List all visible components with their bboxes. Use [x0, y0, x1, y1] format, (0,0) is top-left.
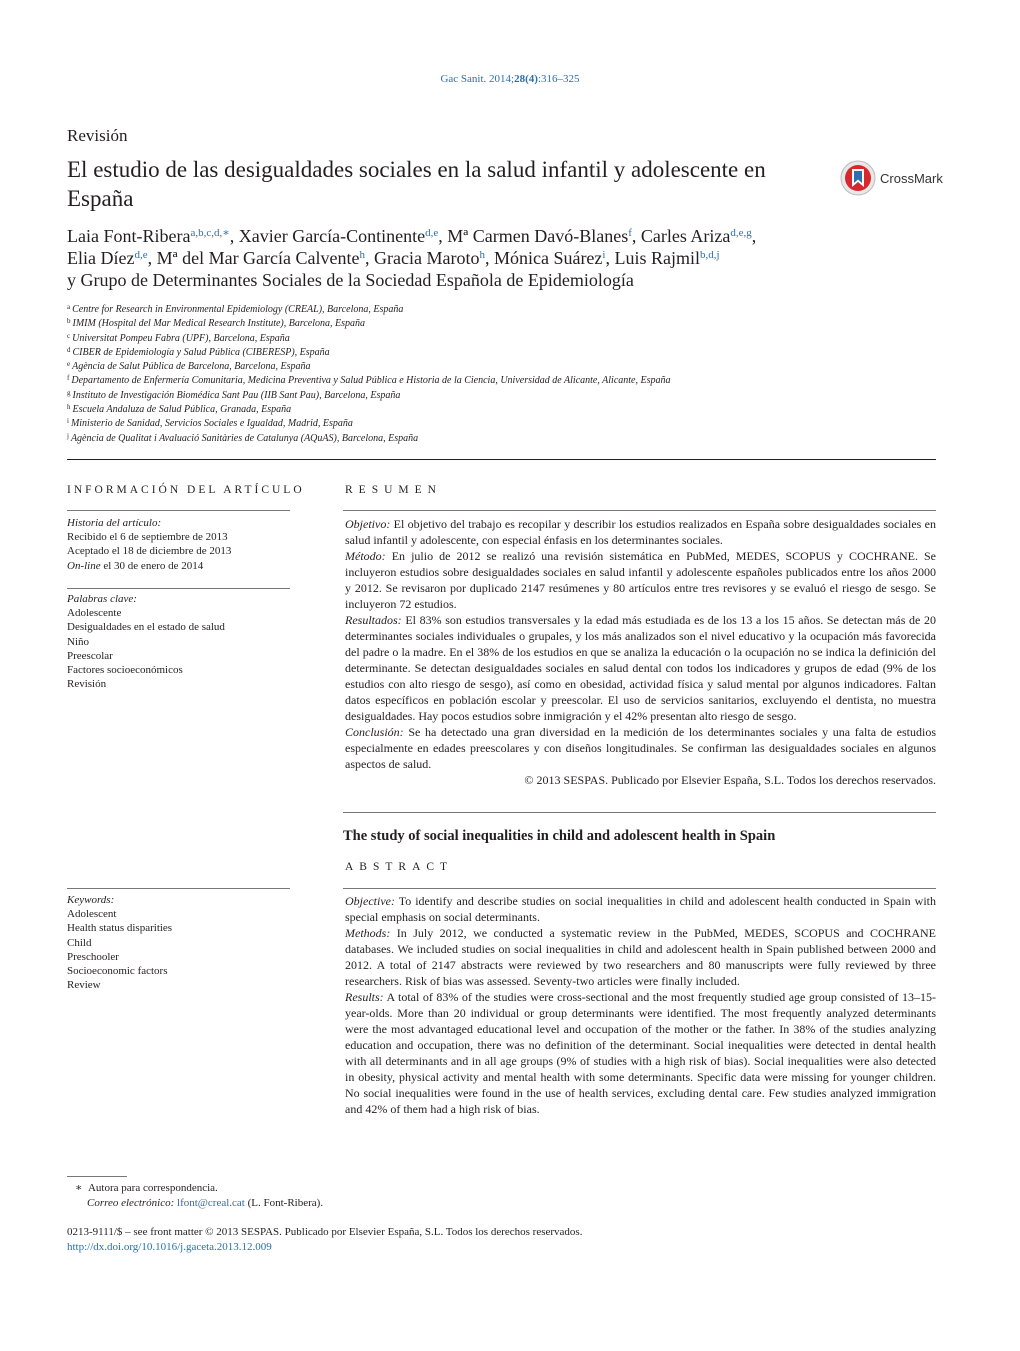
doi-link[interactable]: http://dx.doi.org/10.1016/j.gaceta.2013.12.009: [67, 1241, 272, 1253]
issn-line: 0213-9111/$ – see front matter © 2013 SESPAS. Publicado por Elsevier España, S.L. Todos los derechos reservados.: [67, 1226, 583, 1238]
article-history: [67, 516, 231, 573]
keyword: Niño: [67, 635, 89, 648]
divider: [343, 510, 936, 511]
affiliation: $^j$ Agència de Qualitat i Avaluació Sanitàries de Catalunya (AQuAS), Barcelona, España: [67, 431, 419, 444]
affiliation: $^e$ Agència de Salut Pública de Barcelona, Barcelona, España: [67, 360, 311, 373]
author: Mónica Suárez$^i$,: [493, 248, 615, 268]
abstract-results: Results: A total of 83% of the studies were cross-sectional and the most frequently studied age group consisted of 13–15-year-olds. More than 20 individual or group determinants were identified. The most frequently analyzed determinants were the most advantaged educational level and occupation of the mother or the father. In 38% of the studies analyzing education and occupation, there was no definition of the determinant. Social inequalities were detected in dental health with all determinants and in all age groups (9% of studies with a high risk of bias). Social inequalities were also detected in obesity, physical activity and mental health with some determinants. Specific data were missing for younger children. No social inequalities were found in the use of health services, excluding dental care. Few studies analyzed immigration and 42% of them had a high risk of bias.: [345, 990, 936, 1116]
author: Carles Ariza$^{d,e,g}$,: [640, 226, 757, 246]
divider: [343, 888, 936, 889]
crossmark-badge[interactable]: [840, 160, 943, 196]
keyword: Adolescente: [67, 607, 122, 620]
group-author: y Grupo de Determinantes Sociales de la Sociedad Española de Epidemiología: [67, 270, 634, 290]
article-title: El estudio de las desigualdades sociales en la salud infantil y adolescente en España: [67, 157, 766, 211]
affiliation-list: [67, 303, 671, 446]
received-date: Recibido el 6 de septiembre de 2013: [67, 531, 228, 544]
author: Gracia Maroto$^h$,: [374, 248, 494, 268]
divider: [343, 812, 936, 813]
resumen-body: [345, 516, 936, 788]
resumen-heading: RESUMEN: [345, 484, 442, 496]
affiliation: $^d$ CIBER de Epidemiología y Salud Pública (CIBERESP), España: [67, 345, 330, 358]
correspondence-footnote: [67, 1181, 323, 1211]
journal-reference[interactable]: Gac Sanit. 2014;28(4):316–325: [440, 73, 580, 85]
author: Mª del Mar García Calvente$^h$,: [156, 248, 374, 268]
copyright: © 2013 SESPAS. Publicado por Elsevier España, S.L. Todos los derechos reservados.: [524, 773, 936, 787]
keywords-en-label: Keywords:: [67, 894, 115, 906]
keyword: Health status disparities: [67, 922, 173, 935]
affiliation: $^g$ Instituto de Investigación Biomédica Sant Pau (IIB Sant Pau), Barcelona, España: [67, 388, 401, 401]
author: Elia Díez$^{d,e}$,: [67, 248, 157, 268]
affiliation: $^h$ Escuela Andaluza de Salud Pública, Granada, España: [67, 403, 292, 416]
keyword: Adolescent: [67, 908, 117, 921]
resumen-conclusion: Conclusión: Se ha detectado una gran diversidad en la medición de los determinantes sociales y una falta de estudios especialmente en edades preescolares y con diseños longitudinales. Se confirman las desigualdades sociales en algunos aspectos de salud.: [345, 725, 937, 771]
abstract-objective: Objective: To identify and describe studies on social inequalities in child and adolescent health conducted in Spain with special emphasis on social determinants.: [345, 894, 936, 924]
online-date: On-line el 30 de enero de 2014: [67, 559, 204, 572]
keyword: Preescolar: [67, 649, 113, 662]
header-divider: [67, 459, 936, 460]
crossmark-label: CrossMark: [880, 170, 943, 186]
accepted-date: Aceptado el 18 de diciembre de 2013: [67, 545, 232, 558]
resumen-resultados: Resultados: El 83% son estudios transversales y la edad más estudiada es de los 13 a los 15 años. Se detectan más de 20 determinantes sociales individuales o grupales, y los más analizados son el nivel educativo y la ocupación más favorecida del padre o la madre. En el 38% de los estudios en que se analiza la educación o la ocupación no se indica la definición del determinante. Se detectan desigualdades sociales en salud dental con todos los indicadores y grupos de edad (9% de los estudios con alto riesgo de sesgo), así como en obesidad, actividad física y salud mental por algunos indicadores. Faltan datos específicos en población escolar y preescolar. El uso de servicios sanitarios, excluyendo el dentista, no muestra desigualdades. Hay pocos estudios sobre inmigración y el 42% presentan alto riesgo de sesgo.: [345, 613, 937, 723]
correspondence-line: ∗ Autora para correspondencia.: [75, 1182, 218, 1194]
keywords-es-label: Palabras clave:: [67, 593, 137, 605]
keywords-en: [67, 893, 172, 992]
author: Xavier García-Continente$^{d,e}$,: [238, 226, 448, 246]
abstract-body: [345, 893, 936, 1117]
resumen-metodo: Método: En julio de 2012 se realizó una revisión sistemática en PubMed, MEDES, SCOPUS y COCHRANE. Se incluyeron estudios sobre desigualdades sociales en salud infantil y adolescente españoles publicados entre los años 2000 y 2012. Se revisaron por duplicado 2147 resúmenes y 80 artículos entre tres revisores y se evaluó el riesgo de sesgo. Se incluyeron 72 estudios.: [345, 549, 936, 611]
affiliation: $^f$ Departamento de Enfermería Comunitaria, Medicina Preventiva y Salud Pública e Historia de la Ciencia, Universidad de Alicante, Alicante, España: [67, 374, 671, 387]
author-list: [67, 225, 947, 291]
keyword: Socioeconomic factors: [67, 965, 168, 978]
abstract-methods: Methods: In July 2012, we conducted a systematic review in the PubMed, MEDES, SCOPUS and COCHRANE databases. We included studies on social inequalities in child and adolescent health in Spain published between 2000 and 2012. A total of 2147 abstracts were reviewed by two researchers and 80 manuscripts were fully reviewed by three researchers. Risk of bias was assessed. Seventy-two articles were finally included.: [345, 926, 936, 988]
author: Mª Carmen Davó-Blanes$^f$,: [447, 226, 641, 246]
affiliation: $^c$ Universitat Pompeu Fabra (UPF), Barcelona, España: [67, 331, 290, 344]
keyword: Review: [67, 979, 101, 992]
article-info-heading: INFORMACIÓN DEL ARTÍCULO: [67, 484, 305, 496]
keyword: Child: [67, 936, 92, 949]
abstract-heading: ABSTRACT: [345, 861, 454, 873]
affiliation: $^b$ IMIM (Hospital del Mar Medical Research Institute), Barcelona, España: [67, 317, 366, 330]
page-footer: [67, 1225, 582, 1255]
email-line: Correo electrónico: lfont@creal.cat (L. Font-Ribera).: [87, 1197, 324, 1209]
divider: [67, 510, 290, 511]
history-label: Historia del artículo:: [67, 517, 162, 529]
footnote-divider: [67, 1176, 127, 1177]
divider: [67, 888, 290, 889]
email-link[interactable]: lfont@creal.cat: [177, 1197, 245, 1209]
crossmark-icon: [840, 160, 876, 196]
keyword: Desigualdades en el estado de salud: [67, 621, 225, 634]
affiliation: $^i$ Ministerio de Sanidad, Servicios Sociales e Igualdad, Madrid, España: [67, 417, 353, 430]
section-label: Revisión: [67, 126, 128, 145]
keyword: Factores socioeconómicos: [67, 664, 183, 677]
author: Luis Rajmil$^{b,d,j}$: [614, 248, 720, 268]
keyword: Preschooler: [67, 950, 119, 963]
resumen-objetivo: Objetivo: El objetivo del trabajo es recopilar y describir los estudios realizados en España sobre desigualdades sociales en salud infantil y adolescente, con especial énfasis en los determinantes sociales.: [345, 517, 936, 547]
divider: [67, 588, 290, 589]
english-title: The study of social inequalities in child and adolescent health in Spain: [343, 828, 776, 844]
affiliation: $^a$ Centre for Research in Environmental Epidemiology (CREAL), Barcelona, España: [67, 303, 404, 315]
keyword: Revisión: [67, 678, 107, 691]
author: Laia Font-Ribera$^{a,b,c,d,∗}$,: [67, 226, 239, 246]
keywords-es: [67, 592, 225, 691]
